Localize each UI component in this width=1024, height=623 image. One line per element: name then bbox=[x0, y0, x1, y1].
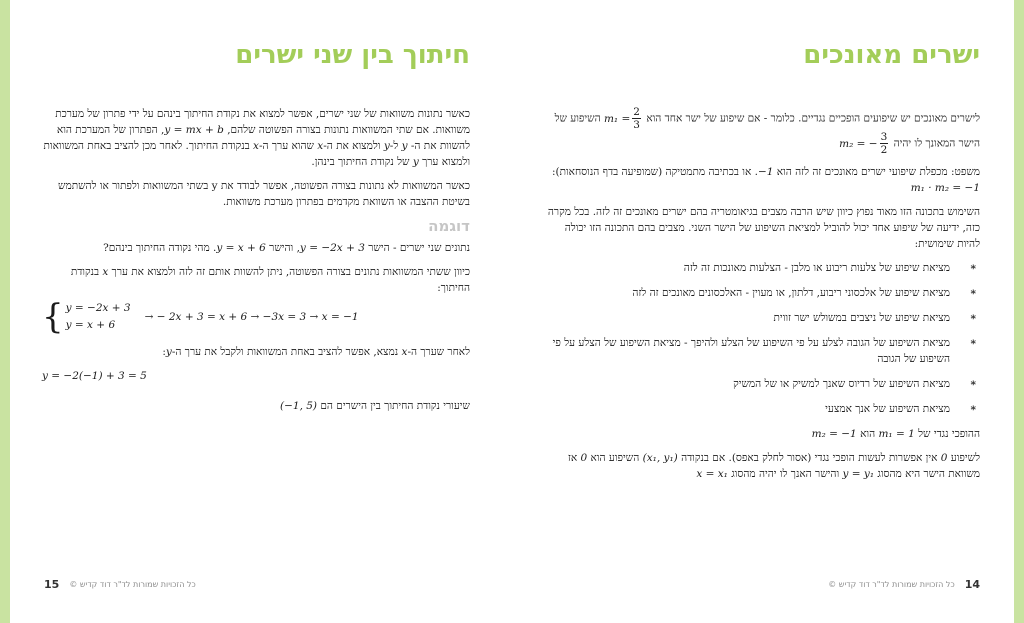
text: משפט: מכפלת שיפועי ישרים מאונכים זה לזה הוא bbox=[776, 166, 980, 178]
text: כאשר נתונות משוואות של שני ישרים, אפשר למצוא את נקודת החיתוך בינהם על ידי פתרון של מערכת משוואות. אם שתי המשוואות נתונות בצורה הפשוטה שלהם, bbox=[55, 108, 470, 136]
math-expression: x bbox=[253, 140, 259, 152]
math-expression: y bbox=[412, 156, 419, 168]
list-item: * מציאת שיפוע של אלכסוני ריבוע, דלתון, או מעוין - האלכסונים מאונכים זה לזה bbox=[547, 285, 980, 301]
paragraph bbox=[42, 264, 470, 296]
text: בנקודת החיתוך: bbox=[70, 266, 470, 294]
text: ל- bbox=[389, 140, 399, 152]
text: , והישר bbox=[269, 242, 300, 254]
right-page-edge bbox=[1014, 0, 1024, 623]
page-body bbox=[42, 106, 470, 422]
left-page bbox=[42, 0, 470, 623]
math-expression: m₁ · m₂ = −1 bbox=[910, 182, 980, 194]
system-equations bbox=[66, 300, 131, 334]
math-expression: m₂ = −1 bbox=[811, 428, 857, 440]
math-expression: y = y₁ bbox=[842, 468, 875, 480]
math-expression: y bbox=[383, 140, 390, 152]
system-equation: y = −2x + 3 bbox=[65, 302, 131, 314]
paragraph bbox=[42, 106, 470, 170]
math-expression: x bbox=[401, 346, 408, 358]
text: של נקודת החיתוך בינהן. bbox=[311, 156, 410, 168]
text: לישרים מאונכים יש שיפועים הופכיים נגדיים. כלומר - אם שיפוע של ישר אחד הוא bbox=[646, 112, 980, 125]
text: שהוא ערך ה- bbox=[258, 140, 314, 152]
example-title: דוגמה bbox=[428, 217, 470, 235]
text: ההופכי נגדי של bbox=[918, 428, 980, 440]
page-title: ישרים מאונכים bbox=[803, 40, 980, 70]
math-expression: m₁ = $\frac{2}{3}$ bbox=[603, 106, 640, 131]
math-expression: y bbox=[165, 346, 172, 358]
page-number: 15 bbox=[44, 578, 60, 591]
copyright-text: כל הזכויות שמורות לד"ר דוד קדיש © bbox=[828, 580, 955, 589]
text: ולמצוא את ה- bbox=[323, 140, 381, 152]
math-expression: 0 bbox=[580, 452, 588, 464]
text: לאחר שערך ה- bbox=[407, 346, 470, 358]
text: והישר האנך לו יהיה מהסוג bbox=[731, 468, 840, 480]
list-item: * מציאת שיפוע של ניצבים במשולש ישר זווית bbox=[547, 310, 980, 326]
text: אז משוואת הישר היא מהסוג bbox=[567, 452, 980, 480]
text: בנקודת החיתוך. לאחר מכן להציב באחת המשוואות ולמצוא ערך bbox=[43, 140, 470, 168]
math-expression: −1 bbox=[757, 166, 774, 178]
math-expression: y = x + 6 bbox=[216, 242, 266, 254]
text: השיפוע הוא bbox=[590, 452, 640, 464]
left-page-edge bbox=[0, 0, 10, 623]
paragraph: כאשר המשוואות לא נתונות בצורה הפשוטה, אפשר לבודד את y בשתי המשוואות ולפתור או להשתמש בשיטת ההצבה או השוואת מקדמים בפתרון מערכת משוואות. bbox=[58, 180, 470, 208]
equation-system bbox=[42, 297, 470, 337]
list-item: * מציאת שיפוע של צלעות ריבוע או מלבן - הצלעות מאונכות זה לזה bbox=[547, 260, 980, 276]
list-item: * מציאת השיפוע של אנך אמצעי bbox=[547, 401, 980, 417]
text: לשיפוע bbox=[950, 452, 980, 464]
list-item: * מציאת השיפוע של רדיוס שאנך למשיק או של המשיק bbox=[547, 376, 980, 392]
paragraph bbox=[547, 164, 980, 196]
property-list bbox=[547, 260, 980, 417]
text: . מהי נקודה החיתוך בינהם? bbox=[103, 242, 217, 254]
math-expression: 0 bbox=[940, 452, 948, 464]
page-number: 14 bbox=[964, 578, 980, 591]
text: השיפוע של הישר המאונך לו יהיה bbox=[554, 112, 980, 150]
text: : bbox=[162, 346, 166, 358]
math-expression: m₁ = 1 bbox=[878, 428, 915, 440]
math-expression: (x₁, y₁) bbox=[642, 452, 678, 464]
page-body bbox=[547, 106, 980, 490]
fraction: $\frac{3}{2}$ bbox=[880, 131, 888, 156]
paragraph bbox=[547, 450, 980, 482]
text: הוא bbox=[860, 428, 876, 440]
page-title: חיתוך בין שני ישרים bbox=[235, 40, 470, 70]
paragraph bbox=[42, 398, 470, 414]
math-expression: y = mx + b bbox=[164, 124, 224, 136]
text: נמצא, אפשר להציב באחת המשוואות ולקבל את ערך ה- bbox=[171, 346, 399, 358]
right-page bbox=[547, 0, 980, 623]
math-expression: x = x₁ bbox=[696, 468, 728, 480]
paragraph bbox=[547, 426, 980, 442]
text: כיוון ששתי המשוואות נתונים בצורה הפשוטה, ניתן להשוות אותם זה לזה ולמצוא את ערך bbox=[111, 266, 470, 278]
copyright-text: כל הזכויות שמורות לד"ר דוד קדיש © bbox=[69, 580, 196, 589]
solution-chain: → − 2x + 3 = x + 6 → −3x = 3 → x = −1 bbox=[144, 311, 359, 323]
math-expression: y = −2x + 3 bbox=[299, 242, 365, 254]
list-item: * מציאת השיפוע של הגובה לצלע על פי השיפוע של הצלע ולהיפך - מציאת השיפוע של הצלע על פי השיפוע של הגובה bbox=[547, 335, 980, 367]
paragraph bbox=[42, 344, 470, 360]
calculation: y = −2(−1) + 3 = 5 bbox=[42, 370, 147, 382]
math-expression: y bbox=[401, 140, 408, 152]
math-expression: m₂ = − $\frac{3}{2}$ bbox=[839, 131, 888, 156]
page-footer bbox=[44, 578, 196, 591]
math-expression: x bbox=[102, 266, 109, 278]
brace-icon: { bbox=[42, 297, 64, 337]
text: נתונים שני ישרים - הישר bbox=[368, 242, 470, 254]
paragraph: השימוש בתכונה הזו מאוד נפוץ כיוון שיש הרבה מצבים בגיאומטריה בהם ישרים מאונכים זה לזה. בכל מקרה כזה, ידיעה של שיפוע אחד יכול להוביל למציאת השיפוע של הישר השני. מצבים בהם התכונה הזו יכולה להיות שימושית: bbox=[547, 206, 980, 250]
math-expression: (−1, 5) bbox=[280, 400, 318, 412]
text: אין אפשרות לעשות הופכי נגדי (אסור לחלק באפס). אם בנקודה bbox=[681, 452, 938, 464]
page-footer bbox=[828, 578, 980, 591]
text: . או בכתיבה מתמטיקה (שמופיעה בדף הנוסחאות): bbox=[551, 166, 758, 178]
system-equation: y = x + 6 bbox=[65, 319, 116, 331]
paragraph bbox=[547, 106, 980, 156]
text: , הפתרון של המערכת הוא להשוות את ה- bbox=[56, 124, 470, 152]
text: שיעורי נקודת החיתוך בין הישרים הם bbox=[320, 400, 470, 412]
math-expression: x bbox=[317, 140, 324, 152]
paragraph bbox=[42, 240, 470, 256]
fraction: $\frac{2}{3}$ bbox=[633, 106, 640, 131]
